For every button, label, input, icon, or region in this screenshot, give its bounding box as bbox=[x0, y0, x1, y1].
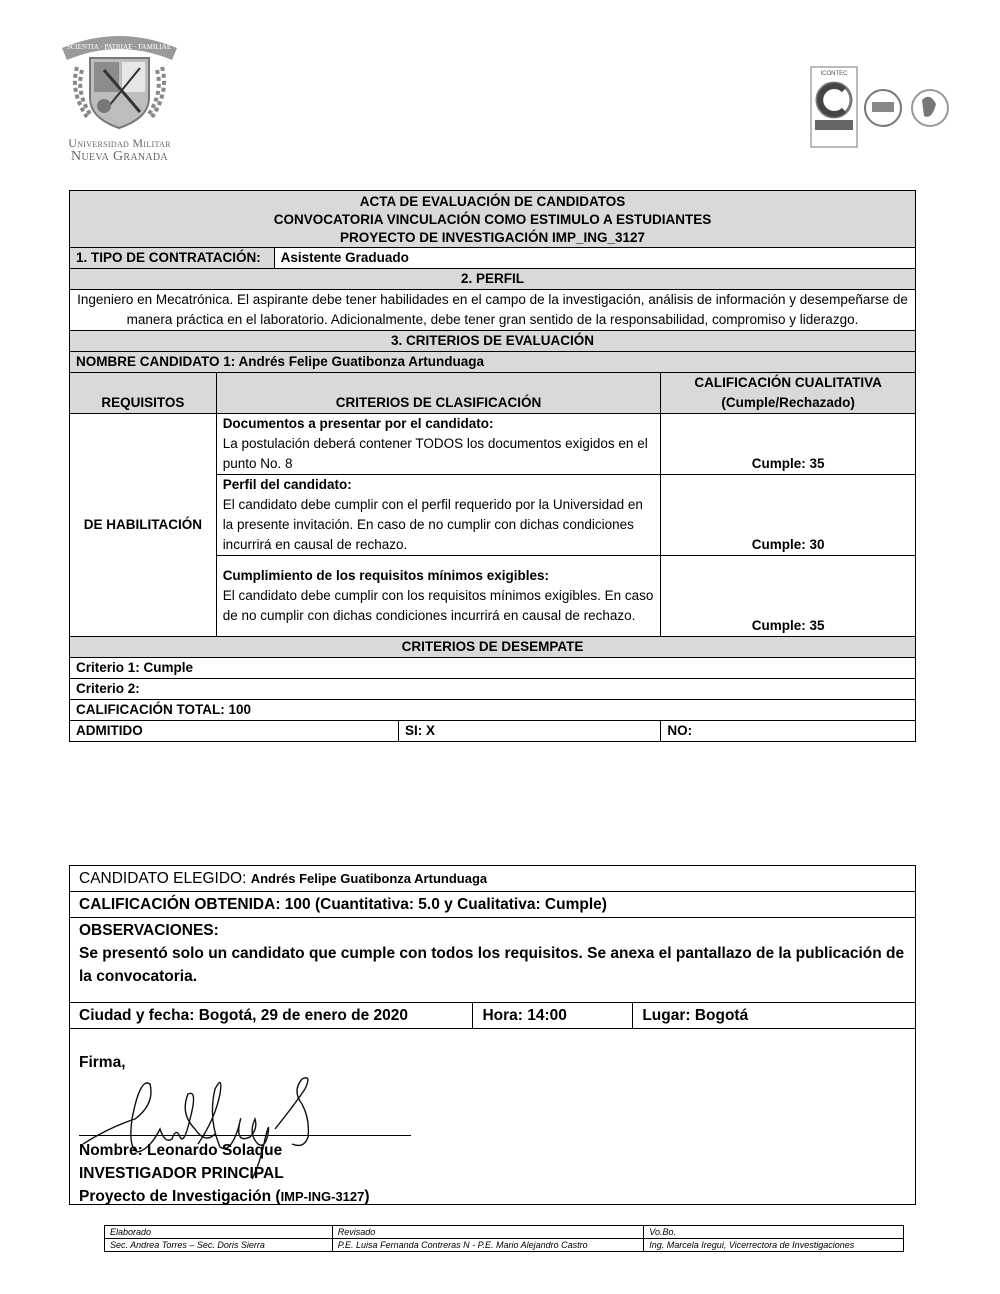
criterion-cell: Documentos a presentar por el candidato: La postulación deberá contener TODOS los documentos exigidos en el punto No. 8 bbox=[216, 414, 661, 475]
candidato-elegido: CANDIDATO ELEGIDO: Andrés Felipe Guatibonza Artunduaga bbox=[70, 866, 916, 892]
admitido-no: NO: bbox=[661, 721, 916, 742]
criterion-cell: Cumplimiento de los requisitos mínimos exigibles: El candidato debe cumplir con los requisitos mínimos exigibles. En caso de no cumplir con dichas condiciones incurrirá en causal de rechazo. bbox=[216, 556, 661, 637]
calificacion-total: CALIFICACIÓN TOTAL: 100 bbox=[70, 700, 916, 721]
desempate-label: CRITERIOS DE DESEMPATE bbox=[70, 637, 916, 658]
footer-elaborado-value: Sec. Andrea Torres – Sec. Doris Sierra bbox=[105, 1239, 333, 1252]
criterion-score: Cumple: 35 bbox=[661, 414, 916, 475]
signer-project: Proyecto de Investigación (IMP-ING-3127) bbox=[79, 1188, 370, 1205]
criterios-label: 3. CRITERIOS DE EVALUACIÓN bbox=[70, 331, 916, 352]
habilitacion-label: DE HABILITACIÓN bbox=[70, 414, 217, 637]
col-criterios: CRITERIOS DE CLASIFICACIÓN bbox=[216, 373, 661, 414]
hora: Hora: 14:00 bbox=[473, 1003, 633, 1029]
university-seal-icon bbox=[52, 22, 187, 134]
criterion-cell: Perfil del candidato: El candidato debe cumplir con el perfil requerido por la Universidad en la presente invitación. En caso de no cumplir con dichas condiciones incurrirá en causal de rechazo. bbox=[216, 475, 661, 556]
tipo-value: Asistente Graduado bbox=[274, 248, 915, 269]
criterion-score: Cumple: 30 bbox=[661, 475, 916, 556]
admitido-label: ADMITIDO bbox=[70, 721, 399, 742]
footer-revisado: Revisado bbox=[332, 1226, 644, 1239]
signature-block bbox=[70, 1029, 916, 1205]
signer-name: Nombre: Leonardo Solaque bbox=[79, 1142, 283, 1159]
certification-logos bbox=[806, 62, 956, 154]
approval-footer bbox=[104, 1225, 904, 1252]
certification-icon bbox=[806, 62, 956, 154]
evaluation-table bbox=[69, 190, 916, 742]
university-name: Universidad Militar Nueva Granada bbox=[68, 136, 171, 164]
criterio-2: Criterio 2: bbox=[70, 679, 916, 700]
calificacion-obtenida: CALIFICACIÓN OBTENIDA: 100 (Cuantitativa: 5.0 y Cualitativa: Cumple) bbox=[70, 892, 916, 918]
result-table bbox=[69, 865, 916, 1205]
col-requisitos: REQUISITOS bbox=[70, 373, 217, 414]
firma-label: Firma, bbox=[79, 1054, 126, 1071]
admitido-si: SI: X bbox=[399, 721, 661, 742]
footer-elaborado: Elaborado bbox=[105, 1226, 333, 1239]
perfil-label: 2. PERFIL bbox=[70, 269, 916, 290]
signer-info bbox=[79, 1139, 370, 1208]
observaciones: OBSERVACIONES: Se presentó solo un candidato que cumple con todos los requisitos. Se anexa el pantallazo de la publicación de la convocatoria. bbox=[70, 918, 916, 1003]
perfil-text: Ingeniero en Mecatrónica. El aspirante debe tener habilidades en el campo de la investigación, análisis de información y desempeñarse de manera práctica en el laboratorio. Adicionalmente, debe tener gran sentido de la responsabilidad, compromiso y liderazgo. bbox=[70, 290, 916, 331]
lugar: Lugar: Bogotá bbox=[633, 1003, 916, 1029]
criterion-score: Cumple: 35 bbox=[661, 556, 916, 637]
footer-vobo-value: Ing. Marcela Iregui, Vicerrectora de Investigaciones bbox=[644, 1239, 904, 1252]
candidate-name: NOMBRE CANDIDATO 1: Andrés Felipe Guatibonza Artunduaga bbox=[70, 352, 916, 373]
signer-role: INVESTIGADOR PRINCIPAL bbox=[79, 1165, 284, 1182]
university-logo bbox=[52, 22, 187, 167]
col-calificacion: CALIFICACIÓN CUALITATIVA (Cumple/Rechazado) bbox=[661, 373, 916, 414]
ciudad-fecha: Ciudad y fecha: Bogotá, 29 de enero de 2020 bbox=[70, 1003, 473, 1029]
acta-title: ACTA DE EVALUACIÓN DE CANDIDATOS CONVOCATORIA VINCULACIÓN COMO ESTIMULO A ESTUDIANTES PROYECTO DE INVESTIGACIÓN IMP_ING_3127 bbox=[70, 191, 916, 248]
criterio-1: Criterio 1: Cumple bbox=[70, 658, 916, 679]
footer-vobo: Vo.Bo. bbox=[644, 1226, 904, 1239]
svg-text:ICONTEC: ICONTEC bbox=[820, 71, 848, 77]
footer-revisado-value: P.E. Luisa Fernanda Contreras N - P.E. Mario Alejandro Castro bbox=[332, 1239, 644, 1252]
seal-motto: SCIENTIA · PATRIAE · FAMILIAE bbox=[66, 43, 172, 51]
tipo-label: 1. TIPO DE CONTRATACIÓN: bbox=[70, 248, 275, 269]
